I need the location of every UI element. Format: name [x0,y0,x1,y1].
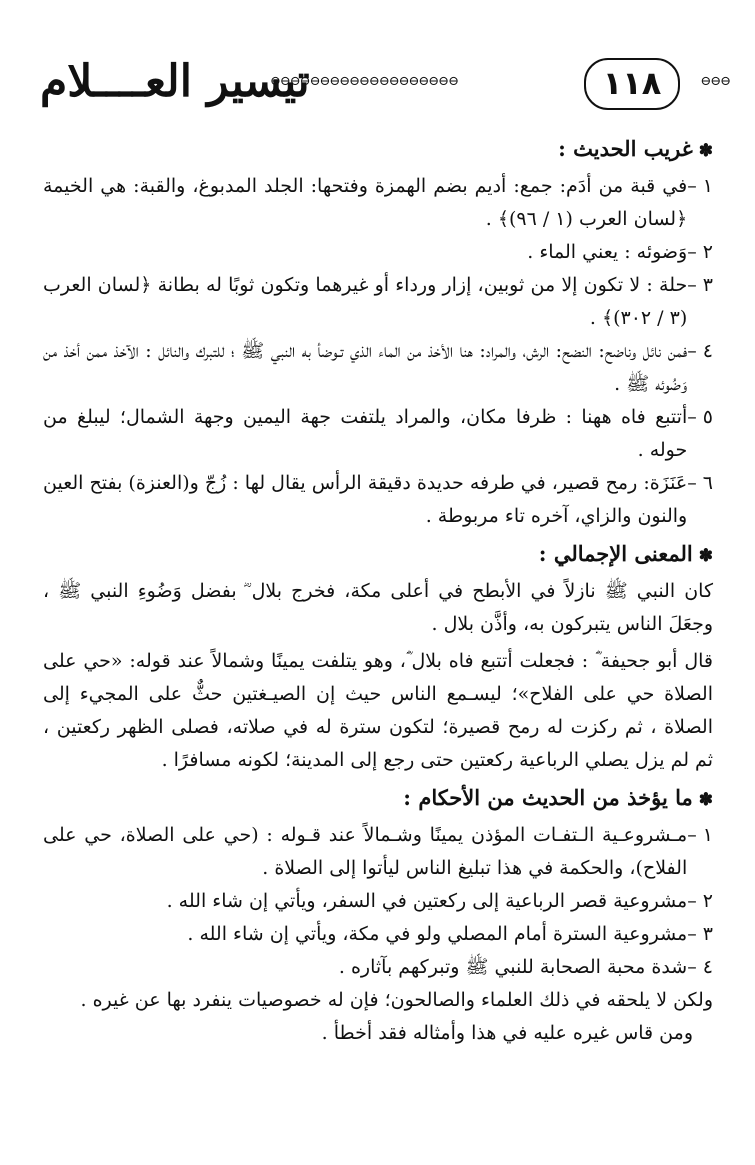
page-header [30,52,730,116]
heading-rulings: ✽ما يؤخذ من الحديث من الأحكام : [403,785,713,810]
paragraph: كان النبي ﷺ نازلاً في الأبطح في أعلى مكة، فخرج بلال ؓ بفضل وَضُوءِ النبي ﷺ ، وجعَلَ الناس يتبركون به، وأذَّن بلال . [43,580,713,635]
ornament-chain: ⊖⊖⊖⊖⊖⊖⊖⊖⊖⊖⊖⊖⊖⊖⊖⊖⊖⊖⊖ [270,74,458,89]
page-body [43,128,713,1050]
asterisk-icon: ✽ [698,790,713,810]
page-number: ١١٨ [584,58,680,110]
asterisk-icon: ✽ [698,546,713,566]
book-title: تيسير العــــلام [40,56,310,107]
ornament-small: ⊖⊖⊖ [700,74,730,89]
list-item: ١ – مـشروعـية الـتفـات المؤذن يمينًا وشـمالاً عند قـوله : (حي على الصلاة، حي على الفلاح)، والحكمة في هذا تبليغ الناس ليأتوا إلى الصلاة . [43,824,713,879]
list-item: ٣ – مشروعية السترة أمام المصلي ولو في مكة، ويأتي إن شاء الله . [187,923,713,945]
asterisk-icon: ✽ [698,141,713,161]
paragraph: ومن قاس غيره عليه في هذا وأمثاله فقد أخطأ . [321,1022,693,1044]
list-item: ٤ – فمن نائل وناضح: النضح: الرش، والمراد: هنا الأخذ من الماء الذي تـوضأ به النبي ﷺ ؛ للتبرك والنائل : الآخذ ممن أخذ من وَضُوئه ﷺ . [43,340,713,395]
paragraph: ولكن لا يلحقه في ذلك العلماء والصالحون؛ فإن له خصوصيات ينفرد بها عن غيره . [80,989,713,1011]
list-item: ٦ – عَنَزَة: رمح قصير، في طرفه حديدة دقيقة الرأس يقال لها : زُجّ و(العنزة) بفتح العين والنون والزاي، آخره تاء مربوطة . [43,472,713,527]
list-item: ٢ – مشروعية قصر الرباعية إلى ركعتين في السفر، ويأتي إن شاء الله . [166,890,713,912]
heading-meaning: ✽المعنى الإجمالي : [538,541,713,566]
heading-gharib: ✽غريب الحديث : [558,136,713,161]
list-item: ٢ – وَضوئه : يعني الماء . [527,241,713,263]
list-item: ٣ – حلة : لا تكون إلا من ثوبين، إزار ورداء أو غيرهما وتكون ثوبًا له بطانة ﴿لسان العرب (٣ / ٣٠٢)﴾ . [43,274,713,329]
list-item: ٤ – شدة محبة الصحابة للنبي ﷺ وتبركهم بآثاره . [338,956,713,978]
paragraph: قال أبو جحيفة ؓ : فجعلت أتتبع فاه بلال ؓ، وهو يتلفت يمينًا وشمالاً عند قوله: «حي على الصلاة حي على الفلاح»؛ ليسـمع الناس حيث إن الصيـغتين حثٌّ على المجيء إلى الصلاة ، ثم ركزت له رمح قصيرة؛ لتكون سترة له في صلاته، فصلى الظهر ركعتين ، ثم لم يزل يصلي الرباعية ركعتين حتى رجع إلى المدينة؛ لكونه مسافرًا . [43,650,713,771]
list-item: ١ – في قبة من أدَم: جمع: أديم بضم الهمزة وفتحها: الجلد المدبوغ، والقبة: هي الخيمة ﴿لسان العرب (١ / ٩٦)﴾ . [43,175,713,230]
list-item: ٥ – أتتبع فاه ههنا : ظرفا مكان، والمراد يلتفت جهة اليمين وجهة الشمال؛ ليبلغ من حوله . [43,406,713,461]
